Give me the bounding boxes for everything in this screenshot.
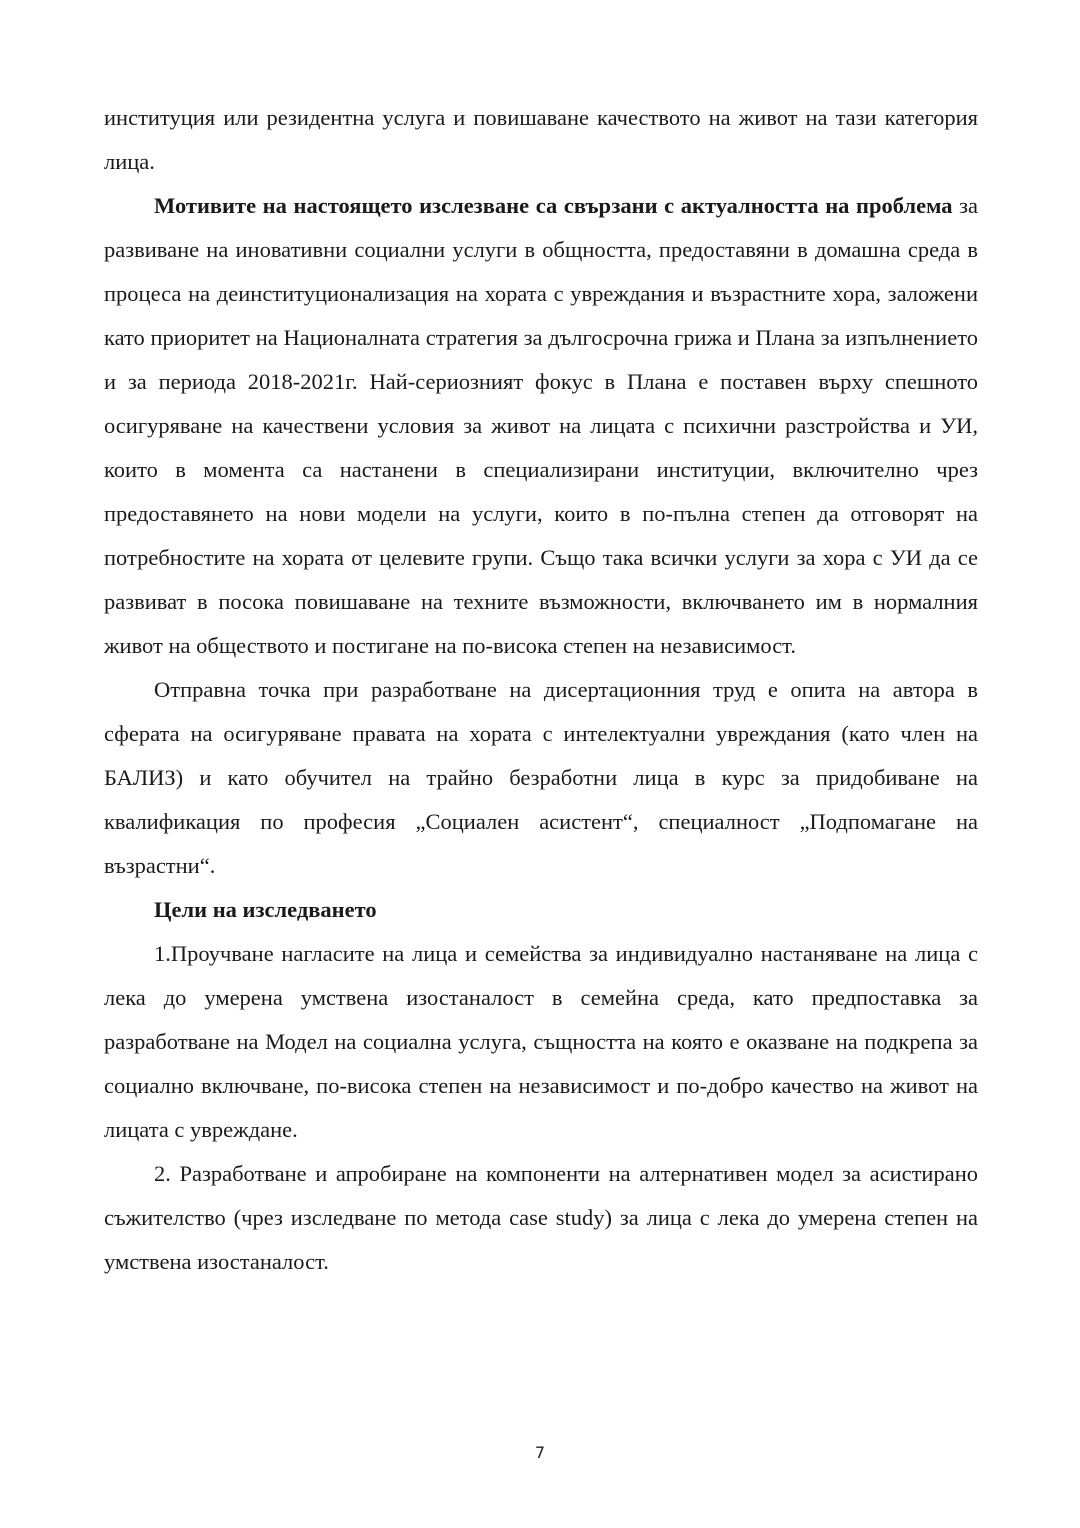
- paragraph-continuation: институция или резидентна услуга и повишаване качеството на живот на тази категория лица.: [104, 105, 978, 174]
- paragraph-goal-1: 1.Проучване нагласите на лица и семейства за индивидуално настаняване на лица с лека до умерена умствена изостаналост в семейна среда, като предпоставка за разработване на Модел на социална услуга, същността на която е оказване на подкрепа за социално включване, по-висока степен на независимост и по-добро качество на живот на лицата с увреждане.: [104, 941, 978, 1142]
- motives-body: за развиване на иновативни социални услуги в общността, предоставяни в домашна среда в процеса на деинституционализация на хората с увреждания и възрастните хора, заложени като приоритет на Националната стратегия за дългосрочна грижа и Плана за изпълнението и за периода 2018-2021г. Най-сериозният фокус в Плана е поставен върху спешното осигуряване на качествени условия за живот на лицата с психични разстройства и УИ, които в момента са настанени в специализирани институции, включително чрез предоставянето на нови модели на услуги, които в по-пълна степен да отговорят на потребностите на хората от целевите групи. Също така всички услуги за хора с УИ да се развиват в посока повишаване на техните възможности, включването им в нормалния живот на обществото и постигане на по-висока степен на независимост.: [104, 193, 978, 658]
- paragraph-starting-point: Отправна точка при разработване на дисертационния труд е опита на автора в сферата на осигуряване правата на хората с интелектуални увреждания (като член на БАЛИЗ) и като обучител на трайно безработни лица в курс за придобиване на квалификация по професия „Социален асистент“, специалност „Подпомагане на възрастни“.: [104, 677, 978, 878]
- motives-bold-lead: Мотивите на настоящето изслезване са свързани с актуалността на проблема: [154, 193, 953, 218]
- section-heading-goals: Цели на изследването: [154, 897, 377, 922]
- page-number: 7: [534, 1443, 546, 1462]
- paragraph-motives: [104, 184, 978, 668]
- paragraph-goal-2: 2. Разработване и апробиране на компоненти на алтернативен модел за асистирано съжителство (чрез изследване по метода case study) за лица с лека до умерена степен на умствена изостаналост.: [104, 1161, 978, 1274]
- document-body: [104, 96, 978, 1284]
